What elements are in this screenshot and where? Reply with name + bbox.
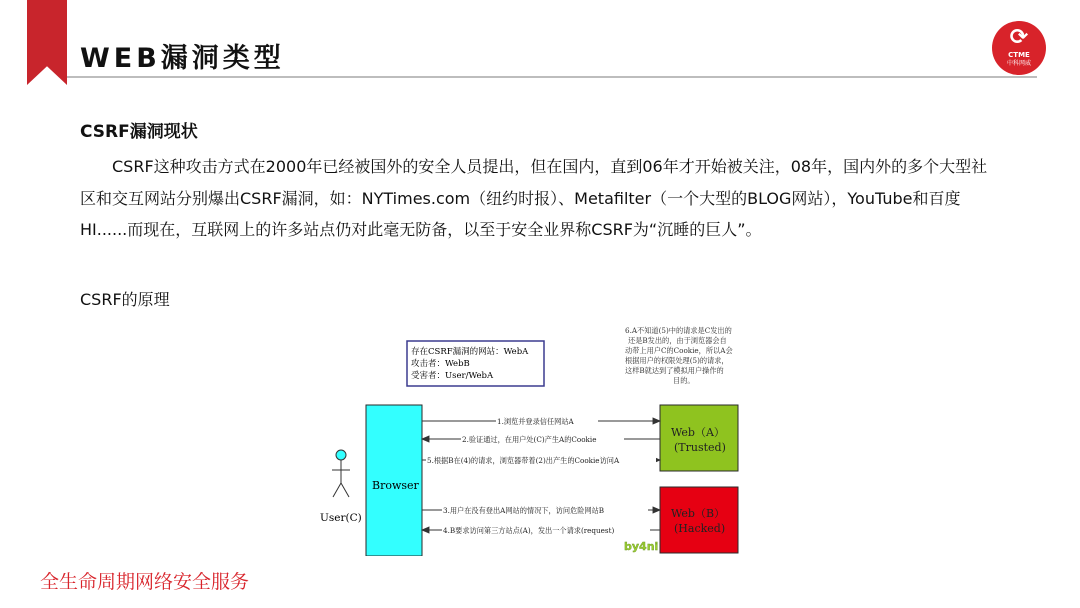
step-1-label: 1.浏览并登录信任网站A: [497, 417, 574, 426]
web-b-label: Web（B）: [671, 507, 726, 520]
web-a-label: Web（A）: [671, 426, 725, 439]
note-line-1: 6.A不知道(5)中的请求是C发出的: [625, 326, 732, 335]
step-2-label: 2.验证通过，在用户处(C)产生A的Cookie: [462, 435, 597, 444]
logo-text-main: CTME: [1008, 51, 1030, 59]
note-line-4: 根据用户的权限处理(5)的请求，: [625, 356, 729, 365]
user-figure-icon: [332, 450, 350, 497]
page-title: WEB漏洞类型: [80, 43, 285, 74]
company-logo: [992, 21, 1046, 75]
section-subheading: CSRF的原理: [80, 290, 170, 309]
step-3-label: 3.用户在没有登出A网站的情况下，访问危险网站B: [443, 506, 605, 515]
section-paragraph: [80, 151, 1000, 246]
logo-mark-icon: ⟳: [1009, 25, 1029, 50]
note-line-3: 动带上用户C的Cookie，所以A会: [625, 346, 733, 355]
section-heading: CSRF漏洞现状: [80, 122, 198, 142]
logo-text-sub: 中科网威: [1006, 60, 1031, 67]
note-line-2: 还是B发出的，由于浏览器会自: [628, 336, 727, 345]
note-line-6: 目的。: [673, 376, 695, 385]
info-box-line-3: 受害者：User/WebA: [411, 371, 494, 381]
red-ribbon-bookmark: [27, 0, 67, 85]
title-divider: [67, 76, 1037, 78]
user-label: User(C): [320, 512, 362, 524]
watermark-text: by4ni: [624, 540, 659, 553]
info-box-line-2: 攻击者：WebB: [411, 359, 470, 369]
paragraph-text: CSRF这种攻击方式在2000年已经被国外的安全人员提出，但在国内，直到06年才开始被关注，08年，国内外的多个大型社区和交互网站分别爆出CSRF漏洞，如：NYTimes.com（纽约时报）、Metafilter（一个大型的BLOG网站），YouTube和百度HI......而现在，互联网上的许多站点仍对此毫无防备，以至于安全业界称CSRF为“沉睡的巨人”。: [80, 157, 988, 239]
web-a-sublabel: (Trusted): [674, 441, 726, 454]
footer-slogan: 全生命周期网络安全服务: [40, 571, 250, 593]
web-b-box: [660, 487, 738, 553]
csrf-diagram: [312, 320, 754, 556]
step-5-label: 5.根据B在(4)的请求，浏览器带着(2)出产生的Cookie访问A: [427, 456, 620, 465]
step-4-label: 4.B要求访问第三方站点(A)，发出一个请求(request): [443, 526, 615, 535]
note-line-5: 这样B就达到了模拟用户操作的: [625, 366, 724, 375]
info-box-line-1: 存在CSRF漏洞的网站：WebA: [411, 347, 529, 357]
browser-label: Browser: [372, 479, 419, 492]
web-b-sublabel: (Hacked): [674, 522, 726, 535]
